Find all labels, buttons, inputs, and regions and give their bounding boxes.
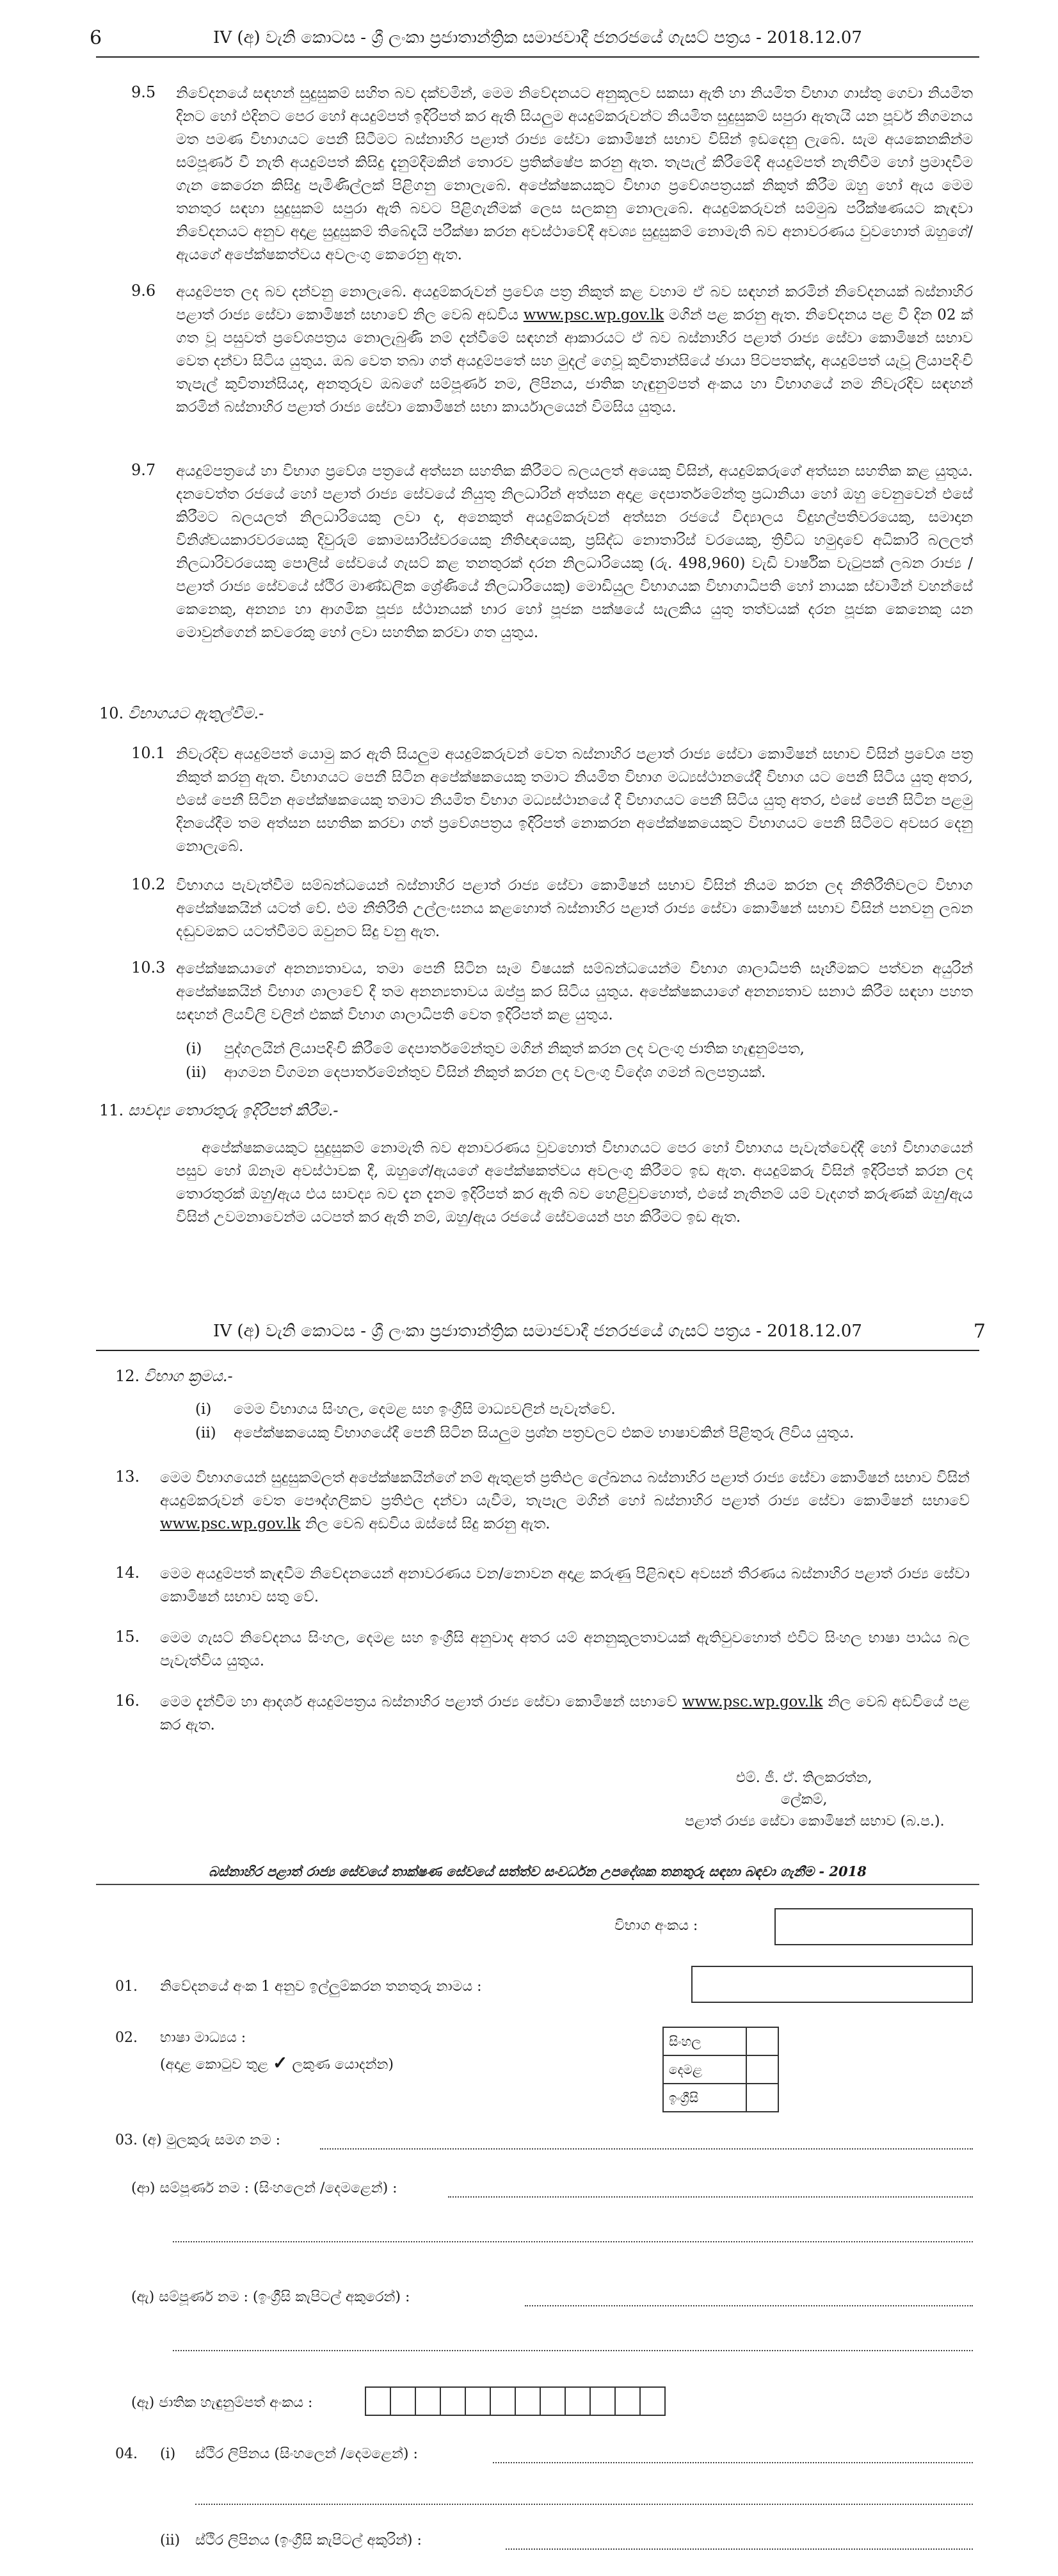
language-label: සිංහල — [663, 2027, 746, 2055]
exam-number-box[interactable] — [774, 1908, 973, 1945]
section-number: 16. — [115, 1692, 140, 1710]
section-13-text: මෙම විභාගයෙන් සුදුසුකම්ලත් අපේක්ෂකයින්ගේ නම් ඇතුළත් ප්‍රතිඵල ලේඛනය බස්නාහිර පළාත් රාජ්‍ය සේවා කොමිෂන් සභාව විසින් අයදුම්කරුවන් වෙත පෞද්ගලිකව ප්‍රතිඵල දන්වා යැවීම, තැපෑල මගින් හෝ බස්නාහිර පළාත් රාජ්‍ය සේවා කොමිෂන් සභාවේ www.psc.wp.gov.lk නිල වෙබ් අඩවිය ඔස්සේ සිදු කරනු ඇත. — [160, 1470, 970, 1532]
language-checkbox[interactable] — [746, 2084, 778, 2112]
address-english-label: ස්ථිර ලිපිනය (ඉංග්‍රීසි කැපිටල් අකුරින්) : — [195, 2532, 422, 2548]
header-title: IV (අ) වැනි කොටස - ශ්‍රී ලංකා ප්‍රජාතාන්ත්‍රික සමාජවාදී ජනරජයේ ගැසට් පත්‍රය - 2018.12.07 — [213, 28, 862, 47]
language-medium-label: භාෂා මාධ්‍යය : — [160, 2030, 246, 2046]
nic-digit-box[interactable] — [540, 2386, 566, 2416]
section-10-2-text: විභාගය පැවැත්වීම සම්බන්ධයෙන් බස්නාහිර පළාත් රාජ්‍ය සේවා කොමිෂන් සභාව විසින් නියම කරන ලද නීතිරීතිවලට විභාග අපේක්ෂකයින් යටත් වේ. එම නීතිරීති උල්ලංඝනය කළහොත් බස්නාහිර පළාත් රාජ්‍ය සේවා කොමිෂන් සභාව විසින් පනවනු ලබන දඬුවමකට යටත්වීමට ඔවුනට සිදු වනු ඇත. — [176, 877, 973, 940]
section-10-1-text: නිවැරදිව අයදුම්පත් යොමු කර ඇති සියලුම අයදුම්කරුවන් වෙත බස්නාහිර පළාත් රාජ්‍ය සේවා කොමිෂන් සභාව විසින් ප්‍රවේශ පත්‍ර නිකුත් කරනු ඇත. විභාගයට පෙනී සිටින අපේක්ෂකයෙකු තමාට නියමිත විභාග මධ්‍යස්ථානයේදී විභාග යට පෙනී සිටිය යුතු අතර, එසේ පෙනී සිටින අපේක්ෂකයෙකු තමාට නියමිත විභාග මධ්‍යස්ථානයේ දී විභාගයට පෙනී සිටිය යුතු අතර, එසේ පෙනී සිටින පළමු දිනයේදීම තම අත්සන සහතික කරවා ගත් ප්‍රවේශපත්‍රය ඉදිරිපත් නොකරන අපේක්ෂකයෙකුට විභාගයට පෙනී සිටීමට අවසර දෙනු නොලැබේ. — [176, 746, 973, 855]
section-12-heading: විභාග ක්‍රමය.- — [144, 1367, 233, 1385]
gazette-page-6 — [0, 0, 1058, 1281]
section-number: 10.1 — [131, 744, 166, 762]
section-number: 9.7 — [131, 461, 156, 479]
address-sinhala-field[interactable] — [493, 2462, 973, 2463]
language-medium-table — [662, 2027, 779, 2112]
psc-website-link[interactable]: www.psc.wp.gov.lk — [523, 307, 664, 323]
nic-digit-box[interactable] — [390, 2386, 416, 2416]
address-sinhala-roman: (i) — [160, 2446, 176, 2462]
full-name-sinhala-field-line-2[interactable] — [173, 2241, 973, 2242]
nic-digit-box[interactable] — [440, 2386, 466, 2416]
section-15-text: මෙම ගැසට් නිවේදනය සිංහල, දෙමළ සහ ඉංග්‍රීසි අනුවාද අතර යම් අනනුකූලතාවයක් ඇතිවුවහොත් එවිට සිංහල භාෂා පාඨය බල පැවැත්විය යුතුය. — [160, 1630, 970, 1669]
list-item: (i) මෙම විභාගය සිංහල, දෙමළ සහ ඉංග්‍රීසි මාධ්‍යවලින් පැවැත්වේ. — [195, 1401, 616, 1418]
language-label: ඉංග්‍රීසි — [663, 2084, 746, 2112]
exam-number-label: විභාග අංකය : — [614, 1918, 698, 1934]
nic-digit-box[interactable] — [365, 2386, 391, 2416]
psc-website-link[interactable]: www.psc.wp.gov.lk — [682, 1694, 823, 1710]
nic-digit-box[interactable] — [415, 2386, 441, 2416]
language-checkbox[interactable] — [746, 2027, 778, 2055]
section-number: 9.5 — [131, 83, 156, 101]
application-form-title: බස්නාහිර පළාත් රාජ්‍ය සේවයේ තාක්ෂණ සේවයේ සත්ත්ව සංවර්ධන උපදේශක තනතුරු සඳහා බඳවා ගැනීම - 2018 — [96, 1863, 979, 1885]
language-row — [663, 2027, 778, 2055]
address-sinhala-label: ස්ථිර ලිපිනය (සිංහලෙන් /දෙමළෙන්) : — [195, 2446, 418, 2462]
section-9-7-text: අයදුම්පත්‍රයේ හා විභාග ප්‍රවේශ පත්‍රයේ අත්සන සහතික කිරීමට බලයලත් අයෙකු විසින්, අයදුම්කරුගේ අත්සන සහතික කළ යුතුය. දනවෙත්ත රජයේ හෝ පළාත් රාජ්‍ය සේවයේ නියුතු නිලධාරින් අත්සන අදාළ දෙපාර්තමේන්තු ප්‍රධානියා හෝ ඔහු වෙනුවෙන් එසේ කිරීමට බලයලත් නිලධාරියෙකු ලවා ද, අනෙකුත් අයදුම්කරුවන් අත්සන රජයේ විද්‍යාලය විදුහල්පතිවරයෙකු, සමාදාන විනිශ්චයකාරවරයෙකු දිවුරුම් කොමසාරිස්වරයෙකු නීතිඥයෙකු, ප්‍රසිද්ධ නොතාරිස් වරයෙකු, ත්‍රිවිධ හමුදාවේ අධිකාරි බලලත් නිලධාරිවරයෙකු පොලිස් සේවයේ ගැසට් කළ තනතුරක් දරන නිලධාරියෙකු (රු. 498,960) වැඩි වාර්ෂික වැටුපක් ලබන රාජ්‍ය /පළාත් රාජ්‍ය සේවයේ ස්ථිර මාණ්ඩලික ශ්‍රේණියේ නිලධාරියෙකු) මොඩියුල විභාගයක විභාගාධිපති හෝ නායක ස්වාමීන් වහන්සේ කෙනෙකු, අනන්‍ය හා ආගමික පූජ්‍ය ස්ථානයක් භාර හෝ පූජක පක්ෂයේ සැලකිය යුතු තත්වයක් දරන පූජක කෙනෙකු යන මොවුන්ගෙන් කවරෙකු හෝ ලවා සහතික කරවා ගත යුතුය. — [176, 463, 973, 641]
address-sinhala-field-line-2[interactable] — [195, 2504, 973, 2505]
section-14-text: මෙම අයදුම්පත් කැඳවීම නිවේදනයෙන් අනාවරණය වන/නොවන අදාළ කරුණු පිළිබඳව අවසන් තීරණය බස්නාහිර පළාත් රාජ්‍ය සේවා කොමිෂන් සභාව සතු වේ. — [160, 1566, 970, 1605]
address-english-roman: (ii) — [160, 2532, 180, 2548]
page-header — [90, 19, 979, 58]
section-10-heading: විභාගයට ඇතුල්වීම.- — [128, 704, 264, 722]
field-number: 02. — [115, 2030, 138, 2046]
language-checkbox[interactable] — [746, 2055, 778, 2084]
section-11-heading: සාවද්‍ය තොරතුරු ඉදිරිපත් කිරීම.- — [128, 1101, 339, 1119]
section-9-5-text: නිවේදනයේ සඳහන් සුදුසුකම් සහිත බව දක්වමින්, මෙම නිවේදනයට අනුකූලව සකසා ඇති හා නියමිත විභාග ගාස්තු ගෙවා නියමිත දිනට හෝ එදිනට පෙර හෝ අයදුම්පත් ඉදිරිපත් කර ඇති සියලුම අයදුම්කරුවන්ට නියමිත සුදුසුකම් සපුරා ඇතැයි යන පූර්ව නිගමනය මත පමණ විභාගයට පෙනී සිටීමට බස්නාහිර පළාත් රාජ්‍ය සේවා කොමිෂන් සභාව විසින් ඉඩදෙනු ලැබේ. සැම අයකෙනකින්ම සම්පූර්ණ වී නැති අයදුම්පත් කිසිදු දැනුම්දීමකින් තොරව ප්‍රතික්ෂේප කරනු ඇත. තැපැල් කිරීමේදී අයදුම්පත් නැතිවීම හෝ ප්‍රමාදවීම ගැන කෙරෙන කිසිදු පැමිණිල්ලක් පිළිගනු නොලැබේ. අපේක්ෂකයකුට විභාග ප්‍රවේශපත්‍රයක් නිකුත් කිරීම ඔහු හෝ ඇය මෙම තනතුර සඳහා සුදුසුකම් සපුරා ඇති බවට පිළිගැනීමක් ලෙස සලකනු නොලැබේ. අයදුම්කරුවන් සම්මුඛ පරීක්ෂණයට කැඳවා නිවේදනයට අනුව අදාළ සුදුසුකම් තිබේදැයි පරීක්ෂා කරන අවස්ථාවේදී අවශ්‍ය සුදුසුකම් නොමැති බව අනාවරණය වුවහොත් ඔහුගේ/ඇයගේ අපේක්ෂකත්වය අවලංගු කෙරෙනු ඇත. — [176, 85, 973, 263]
nic-digit-box[interactable] — [515, 2386, 541, 2416]
language-label: දෙමළ — [663, 2055, 746, 2084]
section-11-text: අපේක්ෂකයෙකුට සුදුසුකම් නොමැති බව අනාවරණය වුවහොත් විභාගයට පෙර හෝ විභාගය පැවැත්වෙද්දී හෝ විභාගයෙන් පසුව හෝ ඕනෑම අවස්ථාවක දී, ඔහුගේ/ඇයගේ අපේක්ෂකත්වය අවලංගු කිරීමට ඉඩ ඇත. අයදුම්කරු විසින් ඉදිරිපත් කරන ලද තොරතුරක් ඔහු/ඇය එය සාවද්‍ය බව දැන දැනම ඉදිරිපත් කර ඇති බව හෙළිවුවහොත්, එසේ නැතිනම් යම් වැදගත් කරුණක් ඔහු/ඇය විසින් උවමනාවෙන්ම යටපත් කර ඇති නම්, ඔහු/ඇය රජයේ සේවයෙන් පහ කිරීමට ඉඩ ඇත. — [176, 1140, 973, 1226]
section-10-3-text: අපේක්ෂකයාගේ අනන්‍යතාවය, තමා පෙනී සිටින සෑම විෂයක් සම්බන්ධයෙන්ම විභාග ශාලාධිපති සෑහීමකට පත්වන අයුරින් අපේක්ෂකයින් විභාග ශාලාවේ දී තම අනන්‍යතාවය ඔප්පු කර සිටිය යුතුය. අපේක්ෂකයාගේ අනන්‍යතාව සනාථ කිරීම සඳහා පහත සඳහන් ලියවිලි වලින් එකක් විභාග ශාලාධිපති වෙත ඉදිරිපත් කළ යුතුය. — [176, 960, 973, 1023]
field-number: 01. — [115, 1979, 138, 1995]
section-number: 11. — [99, 1101, 124, 1119]
section-number: 9.6 — [131, 282, 156, 300]
section-number: 15. — [115, 1628, 140, 1646]
signatory-title: ලේකම්, — [781, 1792, 828, 1808]
signature-block — [685, 1767, 979, 1833]
section-number: 12. — [115, 1367, 140, 1385]
full-name-sinhala-field[interactable] — [448, 2196, 973, 2198]
psc-website-link[interactable]: www.psc.wp.gov.lk — [160, 1516, 301, 1532]
section-number: 14. — [115, 1564, 140, 1582]
section-number: 10.3 — [131, 959, 166, 976]
section-number: 10. — [99, 704, 124, 722]
header-title: IV (අ) වැනි කොටස - ශ්‍රී ලංකා ප්‍රජාතාන්ත්‍රික සමාජවාදී ජනරජයේ ගැසට් පත්‍රය - 2018.12.07 — [213, 1322, 862, 1341]
gazette-page-7 — [0, 1300, 1058, 2576]
nic-digit-box[interactable] — [565, 2386, 591, 2416]
page-header — [96, 1313, 986, 1351]
nic-digit-box[interactable] — [614, 2386, 641, 2416]
full-name-english-field-line-2[interactable] — [173, 2350, 973, 2351]
name-with-initials-field[interactable] — [320, 2148, 973, 2150]
nic-digit-box[interactable] — [465, 2386, 491, 2416]
page-number: 7 — [973, 1320, 986, 1343]
section-number: 10.2 — [131, 875, 166, 893]
nic-digit-box[interactable] — [589, 2386, 616, 2416]
full-name-english-label: (ඇ) සම්පූර්ණ නම : (ඉංග්‍රීසි කැපිටල් අකුරෙන්) : — [131, 2289, 410, 2305]
nic-digit-box[interactable] — [639, 2386, 666, 2416]
signatory-name: එම්. ජී. ඒ. තිලකරත්න, — [736, 1770, 872, 1786]
nic-number-label: (ඈ) ජාතික හැඳුනුම්පත් අංකය : — [131, 2395, 313, 2411]
language-medium-hint: (අදාළ කොටුව තුළ ✓ ලකුණ යොදන්න) — [160, 2052, 394, 2073]
language-row — [663, 2084, 778, 2112]
list-item: (ii) ආගමන විගමන දෙපාර්තමේන්තුව විසින් නිකුත් කරන ලද වලංගු විදේශ ගමන් බලපත්‍රයක්. — [186, 1064, 766, 1081]
post-name-label: නිවේදනයේ අංක 1 අනුව ඉල්ලුම්කරන තනතුරු නාමය : — [160, 1979, 482, 1995]
section-9-6-text: අයදුම්පත ලද බව දන්වනු නොලැබේ. අයදුම්කරුවන් ප්‍රවේශ පත්‍ර නිකුත් කළ වහාම ඒ බව සඳහන් කරමින් නිවේදනයක් බස්නාහිර පළාත් රාජ්‍ය සේවා කොමිෂන් සභාවේ නිල වෙබ් අඩවිය www.psc.wp.gov.lk මගින් පළ කරනු ඇත. නිවේදනය පළ වී දින 02 ක් ගත වූ පසුවත් ප්‍රවේශපත්‍රය නොලැබුණි නම් දන්වීමේ සඳහන් ආකාරයට ඒ බව බස්නාහිර පළාත් රාජ්‍ය සේවා කොමිෂන් සභාව වෙත දන්වා සිටිය යුතුය. ඔබ වෙත තබා ගත් අයදුම්පතේ සහ මුදල් ගෙවූ කුවිතාන්සියේ ඡායා පිටපතක්ද, අයදුම්පත් යැවූ ලියාපදිංචි තැපැල් කුවිතාන්සියද, අනතුරුව ඔබගේ සම්පූර්ණ නම, ලිපිනය, ජාතික හැඳුනුම්පත් අංකය හා විභාගයේ නම නිවැරදිව සඳහන් කරමින් බස්නාහිර පළාත් රාජ්‍ය සේවා කොමිෂන් සභා කාර්යාලයෙන් විමසිය යුතුය. — [176, 284, 973, 416]
nic-number-boxes[interactable] — [366, 2386, 666, 2416]
address-english-field[interactable] — [506, 2548, 973, 2550]
full-name-english-field[interactable] — [525, 2305, 973, 2306]
list-item: (i) පුද්ගලයින් ලියාපදිංචි කිරීමේ දෙපාර්තමේන්තුව මගින් නිකුත් කරන ලද වලංගු ජාතික හැඳුනුම්පත, — [186, 1041, 805, 1057]
section-number: 13. — [115, 1468, 140, 1486]
name-with-initials-label: 03. (අ) මුලකුරු සමග නම : — [115, 2132, 280, 2148]
checkmark-icon: ✓ — [273, 2052, 288, 2073]
post-name-field[interactable] — [691, 1966, 973, 2003]
field-number: 04. — [115, 2446, 138, 2462]
nic-digit-box[interactable] — [490, 2386, 516, 2416]
page-number: 6 — [90, 27, 102, 49]
full-name-sinhala-label: (ආ) සම්පූර්ණ නම : (සිංහලෙන් /දෙමළෙන්) : — [131, 2180, 397, 2196]
section-16-text: මෙම දැන්වීම හා ආදර්ශ අයදුම්පත්‍රය බස්නාහිර පළාත් රාජ්‍ය සේවා කොමිෂන් සභාවේ www.psc.wp.gov.lk නිල වෙබ් අඩවියේ පළ කර ඇත. — [160, 1694, 970, 1733]
signatory-organization: පළාත් රාජ්‍ය සේවා කොමිෂන් සභාව (බ.ප.). — [685, 1813, 945, 1829]
language-row — [663, 2055, 778, 2084]
list-item: (ii) අපේක්ෂකයෙකු විභාගයේදී පෙනී සිටින සියලුම ප්‍රශ්න පත්‍රවලට එකම භාෂාවකින් පිළිතුරු ලිවිය යුතුය. — [195, 1425, 854, 1441]
